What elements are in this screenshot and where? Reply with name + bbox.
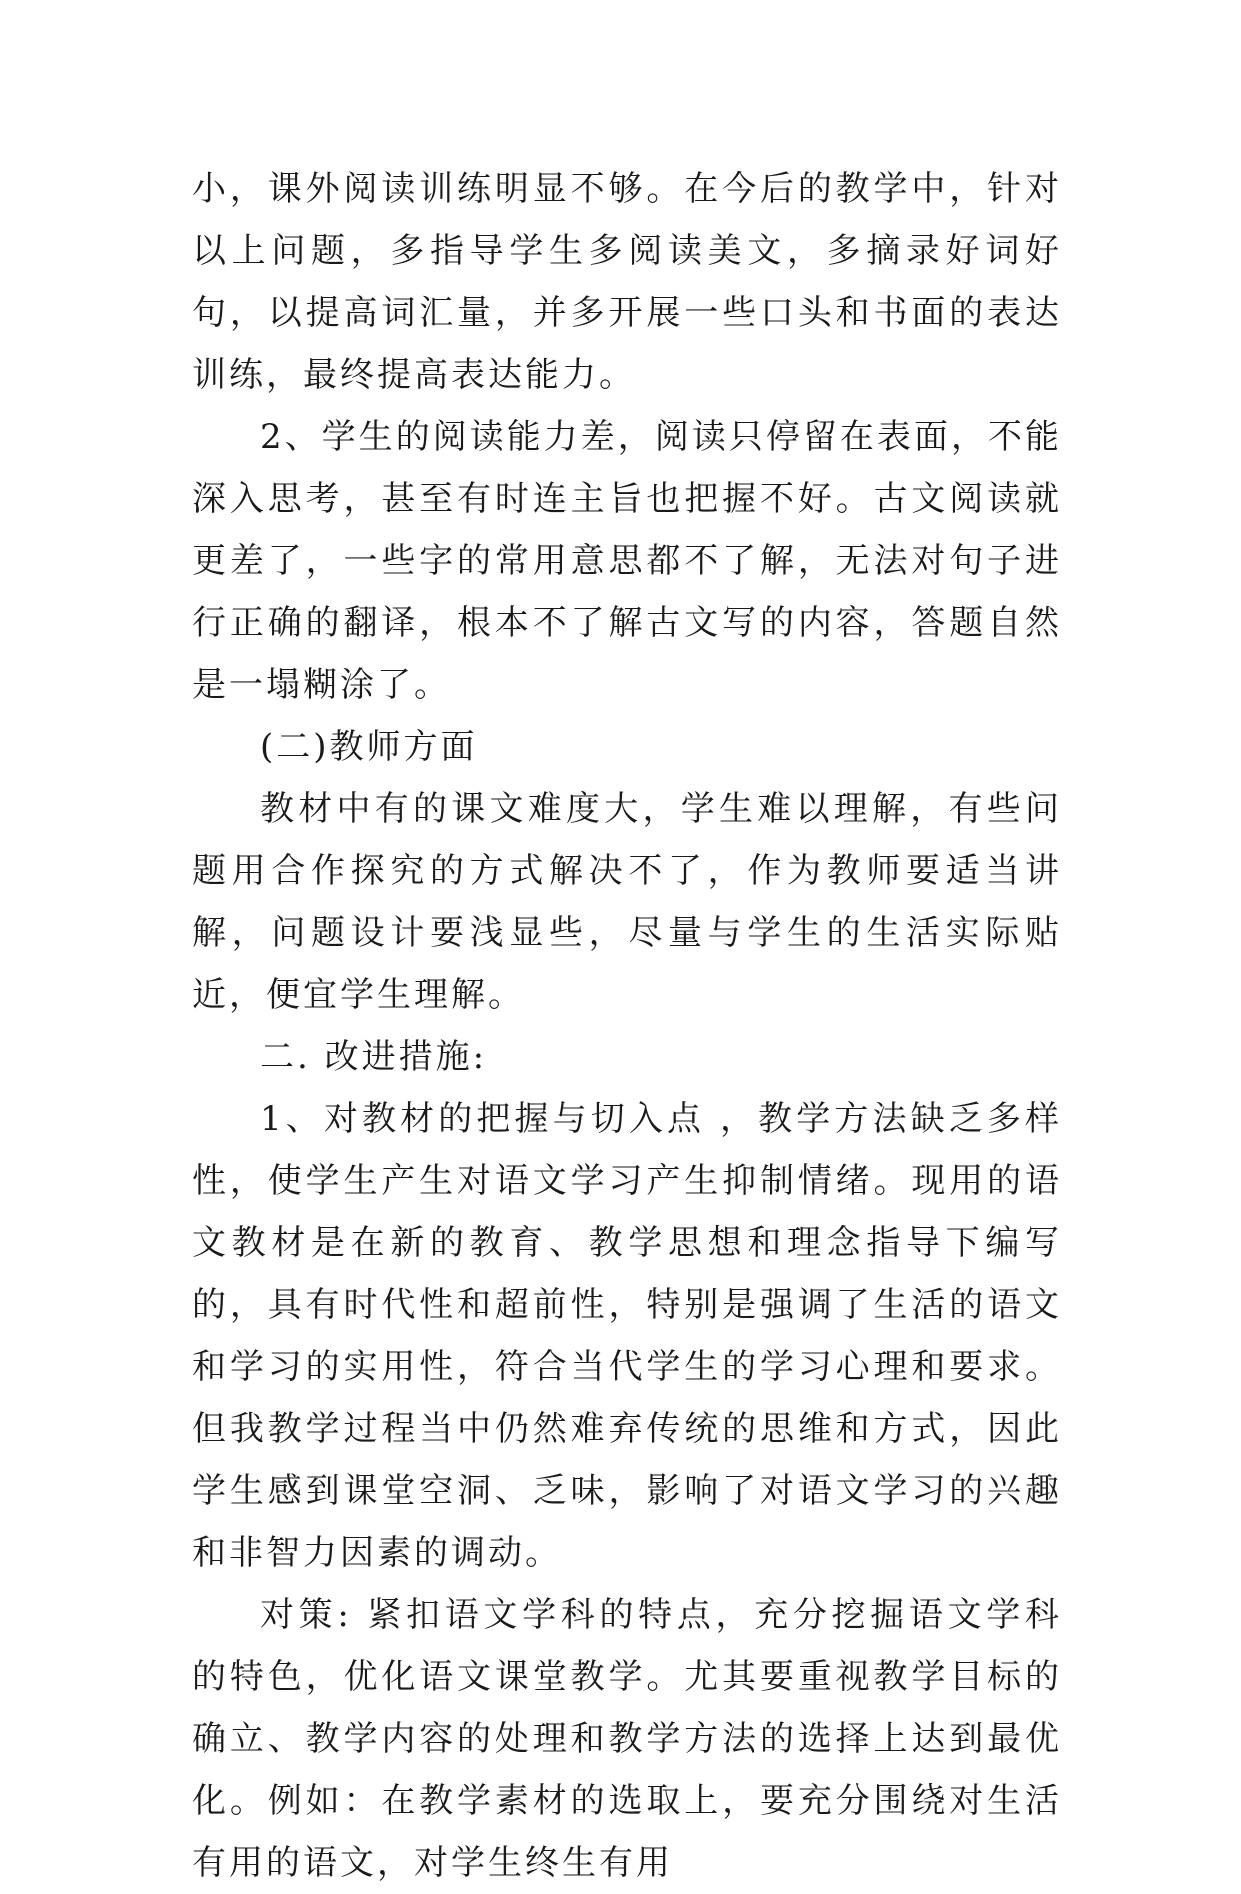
paragraph-strategy: 对策: 紧扣语文学科的特点，充分挖掘语文学科的特色，优化语文课堂教学。尤其要重视教学目标的确立、教学内容的处理和教学方法的选择上达到最优化。例如：在教学素材的选取上，要充分围绕对生活有用的语文，对学生终生有用	[192, 1595, 1062, 1883]
section-heading-improvement: 二. 改进措施:	[260, 1037, 488, 1077]
paragraph-textbook: 1、对教材的把握与切入点 ，教学方法缺乏多样性，使学生产生对语文学习产生抑制情绪。现用的语文教材是在新的教育、教学思想和理念指导下编写的，具有时代性和超前性，特别是强调了生活的语文和学习的实用性，符合当代学生的学习心理和要求。但我教学过程当中仍然难弃传统的思维和方式，因此学生感到课堂空洞、乏味，影响了对语文学习的兴趣和非智力因素的调动。	[192, 1099, 1062, 1573]
paragraph-reading-ability: 2、学生的阅读能力差，阅读只停留在表面，不能深入思考，甚至有时连主旨也把握不好。古文阅读就更差了，一些字的常用意思都不了解，无法对句子进行正确的翻译，根本不了解古文写的内容，答题自然是一塌糊涂了。	[192, 417, 1062, 705]
paragraph-continuation: 小，课外阅读训练明显不够。在今后的教学中，针对以上问题，多指导学生多阅读美文，多摘录好词好句，以提高词汇量，并多开展一些口头和书面的表达训练，最终提高表达能力。	[192, 169, 1062, 395]
document-body	[192, 158, 1062, 1894]
paragraph-teacher: 教材中有的课文难度大，学生难以理解，有些问题用合作探究的方式解决不了，作为教师要适当讲解，问题设计要浅显些，尽量与学生的生活实际贴近，便宜学生理解。	[192, 789, 1062, 1015]
section-heading-teacher: (二)教师方面	[260, 727, 478, 767]
